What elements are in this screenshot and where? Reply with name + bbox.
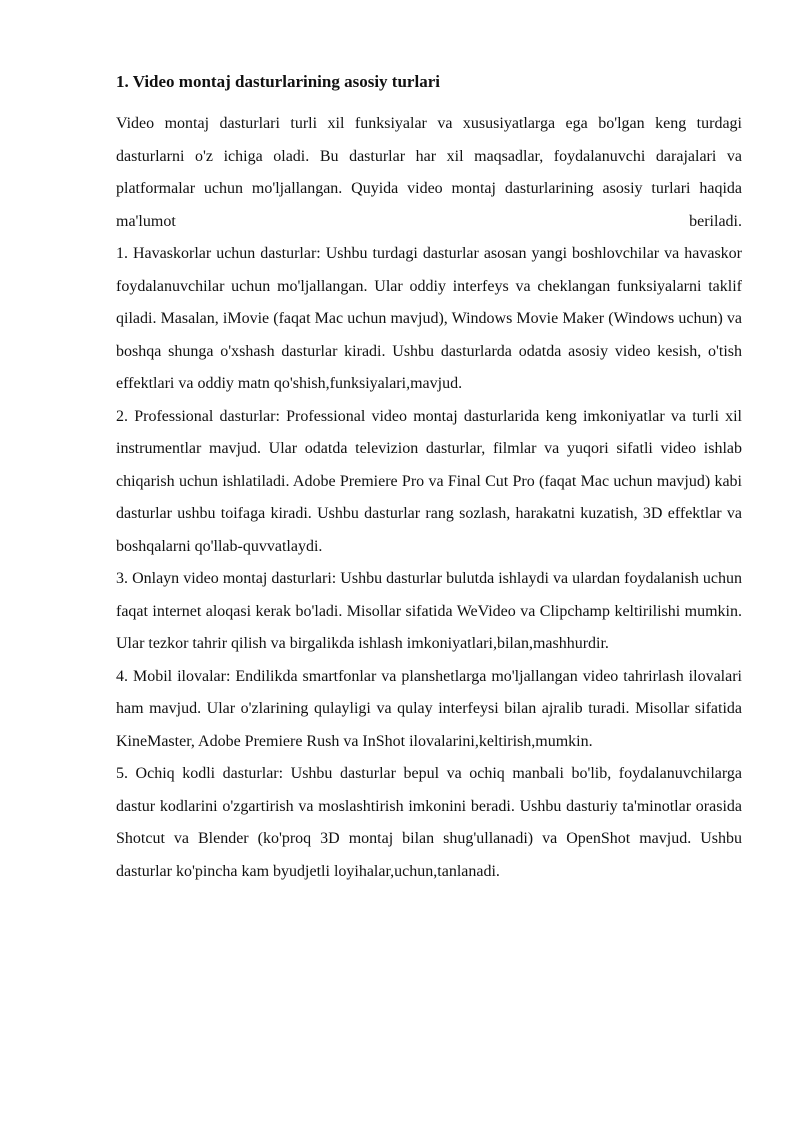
paragraph-mobile-apps: 4. Mobil ilovalar: Endilikda smartfonlar va planshetlarga mo'ljallangan video tahrirlash ilovalari ham mavjud. Ular o'zlarining qulayligi va qulay interfeysi bilan ajralib turadi. Misollar sifatida KineMaster, Adobe Premiere Rush va InShot ilovalarini,keltirish,mumkin. (116, 667, 742, 750)
paragraph-professional-programs: 2. Professional dasturlar: Professional video montaj dasturlarida keng imkoniyatlar va turli xil instrumentlar mavjud. Ular odatda televizion dasturlar, filmlar va yuqori sifatli video ishlab chiqarish uchun ishlatiladi. Adobe Premiere Pro va Final Cut Pro (faqat Mac uchun mavjud) kabi dasturlar ushbu toifaga kiradi. Ushbu dasturlar rang sozlash, harakatni kuzatish, 3D effektlar va boshqalarni qo'llab-quvvatlaydi. (116, 407, 742, 555)
section-heading: 1. Video montaj dasturlarining asosiy turlari (116, 72, 440, 91)
document-page (116, 70, 742, 888)
intro-paragraph: Video montaj dasturlari turli xil funksiyalar va xususiyatlarga ega bo'lgan keng turdagi dasturlarni o'z ichiga oladi. Bu dasturlar har xil maqsadlar, foydalanuvchi darajalari va platformalar uchun mo'ljallangan. Quyida video montaj dasturlarining asosiy turlari haqida ma'lumot beriladi. (116, 115, 742, 230)
paragraph-open-source-programs: 5. Ochiq kodli dasturlar: Ushbu dasturlar bepul va ochiq manbali bo'lib, foydalanuvchilarga dastur kodlarini o'zgartirish va moslashtirish imkonini beradi. Ushbu dasturiy ta'minotlar orasida Shotcut va Blender (ko'proq 3D montaj bilan shug'ullanadi) va OpenShot mavjud. Ushbu dasturlar ko'pincha kam byudjetli loyihalar,uchun,tanlanadi. (116, 765, 742, 880)
paragraph-online-programs: 3. Onlayn video montaj dasturlari: Ushbu dasturlar bulutda ishlaydi va ulardan foydalanish uchun faqat internet aloqasi kerak bo'ladi. Misollar sifatida WeVideo va Clipchamp keltirilishi mumkin. Ular tezkor tahrir qilish va birgalikda ishlash imkoniyatlari,bilan,mashhurdir. (116, 570, 742, 652)
paragraph-amateur-programs: 1. Havaskorlar uchun dasturlar: Ushbu turdagi dasturlar asosan yangi boshlovchilar va havaskor foydalanuvchilar uchun mo'ljallangan. Ular oddiy interfeys va cheklangan funksiyalarni taklif qiladi. Masalan, iMovie (faqat Mac uchun mavjud), Windows Movie Maker (Windows uchun) va boshqa shunga o'xshash dasturlar kiradi. Ushbu dasturlarda odatda asosiy video kesish, o'tish effektlari va oddiy matn qo'shish,funksiyalari,mavjud. (116, 245, 742, 392)
